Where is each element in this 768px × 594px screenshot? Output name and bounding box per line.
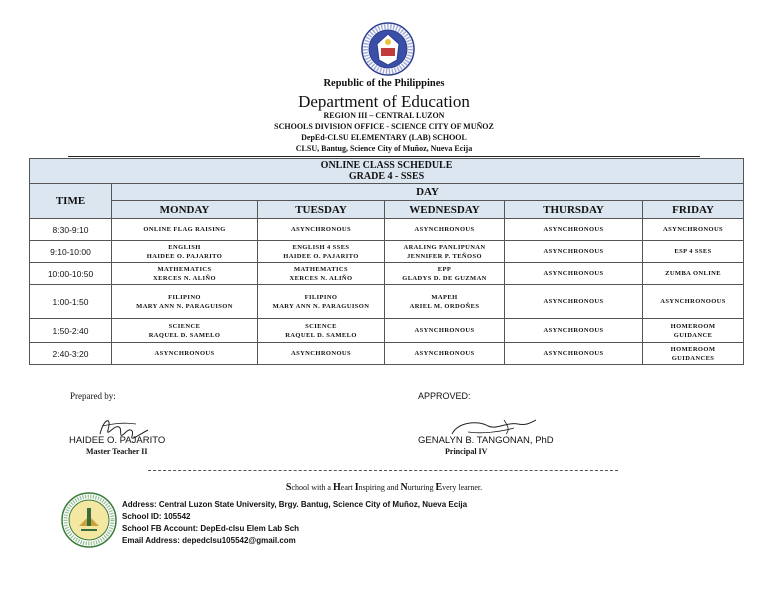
time-slot-cell: 1:00-1:50 [30,285,112,319]
class-cell [112,319,258,343]
teacher-text: MARY ANN N. PARAGUISON [136,302,233,310]
subject-text: FILIPINO [168,293,201,301]
schedule-row [30,319,744,343]
day-header-friday: FRIDAY [643,201,744,219]
teacher-text: GUIDANCES [671,354,715,362]
header-divider [68,156,700,157]
subject-text: MATHEMATICS [294,265,348,273]
subject-text: ASYNCHRONOUS [543,248,604,255]
schedule-row [30,241,744,263]
subject-text: ASYNCHRONOUS [290,226,352,233]
class-cell [112,219,258,241]
class-cell [385,343,505,365]
footer-address: Address: Central Luzon State University, Brgy. Bantug, Science City of Muñoz, Nueva Ecija [122,500,468,509]
teacher-text: GUIDANCE [673,331,713,339]
subject-text: ONLINE FLAG RAISING [143,226,226,233]
day-header-monday: MONDAY [112,201,258,219]
teacher-text: XERCES N. ALIÑO [289,274,353,282]
time-slot-cell: 10:00-10:50 [30,263,112,285]
class-cell [112,241,258,263]
class-cell [258,285,385,319]
class-cell [385,319,505,343]
schedule-row [30,263,744,285]
subject-text: ASYNCHRONOUS [414,327,475,334]
time-slot-cell: 9:10-10:00 [30,241,112,263]
class-cell [643,241,744,263]
subject-text: EPP [437,265,452,273]
class-cell [258,343,385,365]
day-header-wednesday: WEDNESDAY [385,201,505,219]
header-school: DepEd-CLSU ELEMENTARY (LAB) SCHOOL [301,133,467,142]
subject-text: ARALING PANLIPUNAN [403,243,486,251]
subject-text: ENGLISH 4 SSES [292,243,350,251]
subject-text: ASYNCHRONOUS [414,226,475,233]
subject-text: ASYNCHRONOUS [290,350,352,357]
approved-name: GENALYN B. TANGONAN, PhD [418,435,554,446]
prepared-name: HAIDEE O. PAJARITO [69,435,166,446]
schedule-row [30,219,744,241]
class-cell [385,285,505,319]
schedule-table [29,158,744,365]
subject-text: ASYNCHRONOUS [154,350,215,357]
class-cell [505,285,643,319]
day-header-tuesday: TUESDAY [258,201,385,219]
subject-text: ASYNCHRONOUS [543,298,604,305]
teacher-text: HAIDEE O. PAJARITO [146,252,223,260]
header-republic: Republic of the Philippines [323,78,445,89]
teacher-text: RAQUEL D. SAMELO [148,331,221,339]
class-cell [112,343,258,365]
schedule-row [30,285,744,319]
subject-text: FILIPINO [304,293,338,301]
teacher-text: MARY ANN N. PARAGUISON [272,302,370,310]
class-cell [643,219,744,241]
subject-text: MATHEMATICS [157,265,212,273]
class-cell [505,263,643,285]
teacher-text: XERCES N. ALIÑO [153,274,216,282]
teacher-text: JENNIFER P. TEÑOSO [407,252,482,260]
footer-school-id: School ID: 105542 [122,512,191,521]
header-division: SCHOOLS DIVISION OFFICE - SCIENCE CITY OF MUÑOZ [274,122,494,131]
schedule-row [30,343,744,365]
subject-text: ENGLISH [168,243,201,251]
teacher-text: RAQUEL D. SAMELO [285,331,357,339]
header-department: Department of Education [298,92,470,111]
footer-fb-account: School FB Account: DepEd-clsu Elem Lab Sch [122,524,300,533]
subject-text: ASYNCHRONOUS [414,350,475,357]
day-header-thursday: THURSDAY [505,201,643,219]
subject-text: ASYNCHRONOOUS [660,298,726,305]
class-cell [258,241,385,263]
time-column-header: TIME [30,184,112,219]
subject-text: SCIENCE [168,322,201,330]
class-cell [643,319,744,343]
subject-text: ASYNCHRONOUS [543,226,604,233]
class-cell [112,285,258,319]
subject-text: MAPEH [431,293,458,301]
class-cell [112,263,258,285]
footer-email: Email Address: depedclsu105542@gmail.com [122,536,296,545]
subject-text: HOMEROOM [670,345,716,353]
schedule-grade: GRADE 4 - SSES [348,171,425,182]
subject-text: SCIENCE [305,322,337,330]
class-cell [505,319,643,343]
class-cell [505,343,643,365]
time-slot-cell: 8:30-9:10 [30,219,112,241]
teacher-text: GLADYS D. DE GUZMAN [402,274,487,282]
prepared-position: Master Teacher II [86,447,148,456]
school-logo [61,492,117,548]
subject-text: ESP 4 SSES [674,248,712,255]
class-cell [385,219,505,241]
class-cell [643,263,744,285]
deped-seal-logo [361,22,415,76]
class-cell [385,263,505,285]
prepared-by-label: Prepared by: [70,391,116,401]
subject-text: ASYNCHRONOUS [543,350,604,357]
schedule-title-cell [30,159,744,184]
header-region: REGION III – CENTRAL LUZON [323,111,445,120]
class-cell [643,343,744,365]
teacher-text: ARIEL M. ORDOÑES [409,302,480,310]
class-cell [258,319,385,343]
subject-text: ZUMBA ONLINE [665,270,721,277]
subject-text: HOMEROOM [670,322,716,330]
class-cell [505,219,643,241]
day-group-header: DAY [112,184,744,201]
header-address: CLSU, Bantug, Science City of Muñoz, Nueva Ecija [295,144,473,153]
class-cell [643,285,744,319]
approved-position: Principal IV [445,447,488,456]
class-cell [385,241,505,263]
time-slot-cell: 2:40-3:20 [30,343,112,365]
class-cell [258,219,385,241]
time-slot-cell: 1:50-2:40 [30,319,112,343]
schedule-title: ONLINE CLASS SCHEDULE [320,160,453,171]
footer-divider [148,470,618,471]
subject-text: ASYNCHRONOUS [543,270,604,277]
subject-text: ASYNCHRONOUS [663,226,724,233]
teacher-text: HAIDEE O. PAJARITO [283,252,359,260]
subject-text: ASYNCHRONOUS [543,327,604,334]
approved-label: APPROVED: [418,391,471,401]
school-motto: School with a Heart Inspiring and Nurturing Every learner. [285,482,483,493]
class-cell [258,263,385,285]
class-cell [505,241,643,263]
